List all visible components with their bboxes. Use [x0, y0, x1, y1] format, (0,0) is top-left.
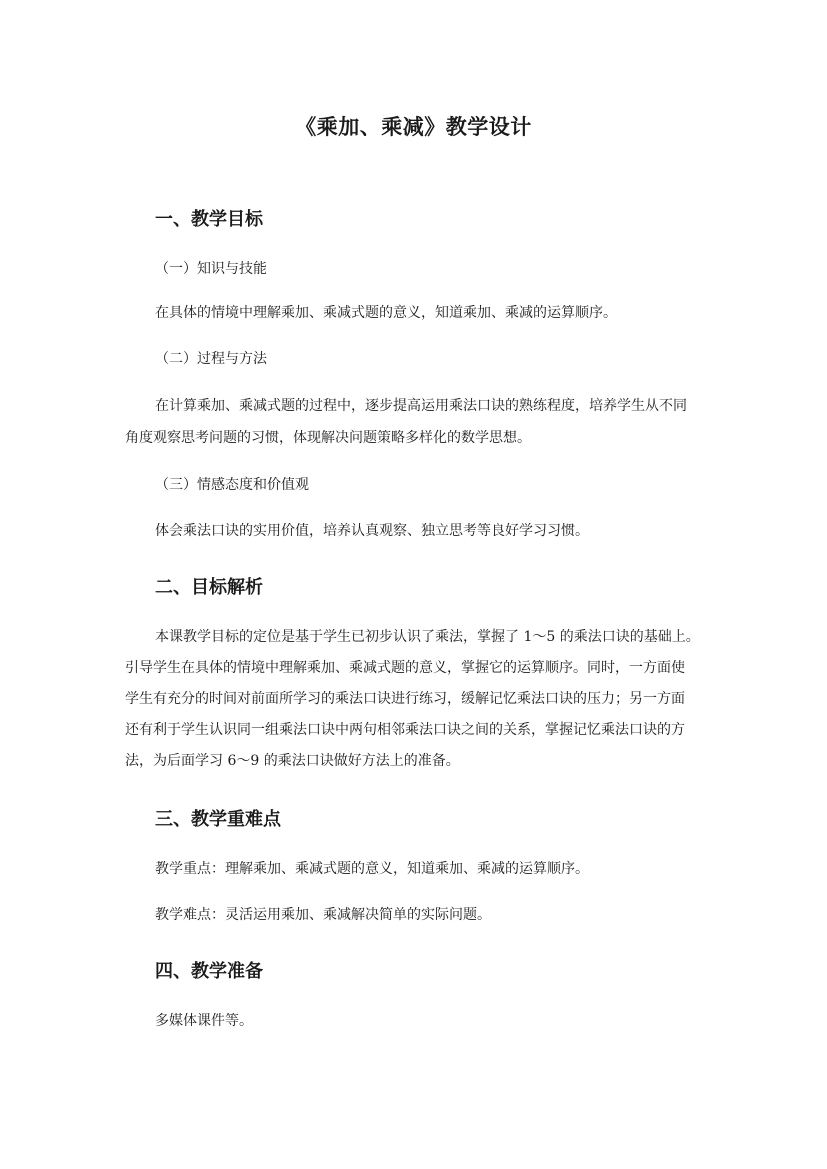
paragraph-attitude-values: 体会乘法口诀的实用价值，培养认真观察、独立思考等良好学习习惯。 — [155, 523, 589, 539]
subheading-attitude-values: （三）情感态度和价值观 — [155, 477, 309, 493]
paragraph-teaching-focus: 教学重点：理解乘加、乘减式题的意义，知道乘加、乘减的运算顺序。 — [155, 861, 589, 877]
paragraph-preparation: 多媒体课件等。 — [155, 1013, 253, 1029]
section-heading-keypoints: 三、教学重难点 — [155, 809, 281, 830]
paragraph-analysis-line2: 引导学生在具体的情境中理解乘加、乘减式题的意义，掌握它的运算顺序。同时，一方面使 — [125, 660, 685, 676]
paragraph-analysis-line4: 还有利于学生认识同一组乘法口诀中两句相邻乘法口诀之间的关系，掌握记忆乘法口诀的方 — [125, 722, 685, 738]
paragraph-knowledge-skills: 在具体的情境中理解乘加、乘减式题的意义，知道乘加、乘减的运算顺序。 — [155, 305, 617, 321]
subheading-knowledge-skills: （一）知识与技能 — [155, 261, 267, 277]
section-heading-goals: 一、教学目标 — [155, 209, 263, 230]
paragraph-teaching-difficulty: 教学难点：灵活运用乘加、乘减解决简单的实际问题。 — [155, 907, 491, 923]
document-title: 《乘加、乘减》教学设计 — [295, 115, 532, 139]
paragraph-analysis-line3: 学生有充分的时间对前面所学习的乘法口诀进行练习，缓解记忆乘法口诀的压力；另一方面 — [125, 691, 685, 707]
paragraph-process-method-line1: 在计算乘加、乘减式题的过程中，逐步提高运用乘法口诀的熟练程度，培养学生从不同 — [155, 398, 687, 414]
section-heading-preparation: 四、教学准备 — [155, 961, 263, 982]
section-heading-analysis: 二、目标解析 — [155, 577, 263, 598]
paragraph-analysis-line1: 本课教学目标的定位是基于学生已初步认识了乘法，掌握了 1～5 的乘法口诀的基础上。 — [155, 629, 700, 645]
paragraph-analysis-line5: 法，为后面学习 6～9 的乘法口诀做好方法上的准备。 — [125, 753, 460, 769]
subheading-process-method: （二）过程与方法 — [155, 351, 267, 367]
paragraph-process-method-line2: 角度观察思考问题的习惯，体现解决问题策略多样化的数学思想。 — [125, 430, 531, 446]
